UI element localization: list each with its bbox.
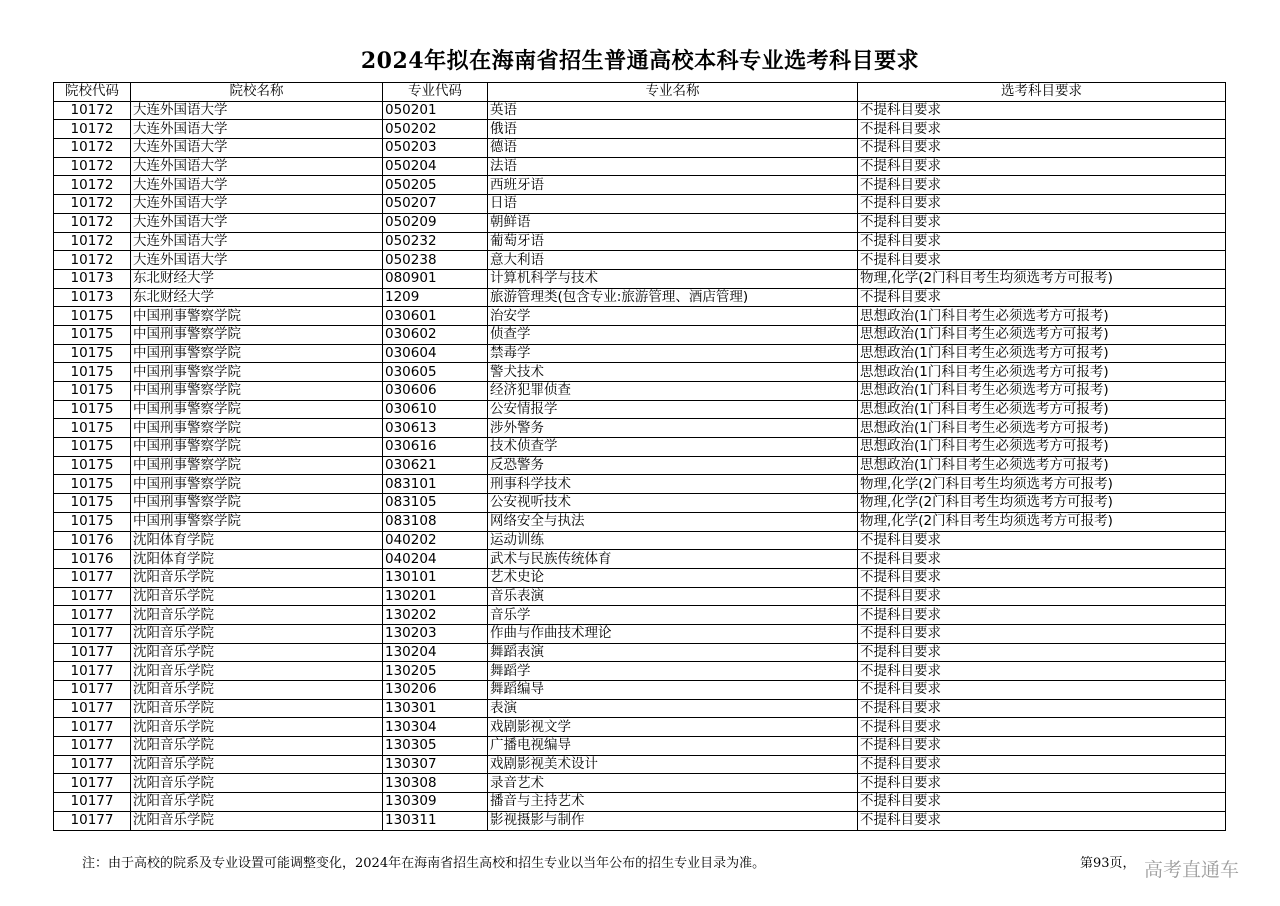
major-code-cell: 130205 <box>383 662 488 681</box>
school-name-cell: 中国刑事警察学院 <box>131 344 383 363</box>
school-name-cell: 大连外国语大学 <box>131 232 383 251</box>
table-row <box>54 139 1226 158</box>
major-code-cell: 130203 <box>383 624 488 643</box>
major-name-cell: 治安学 <box>488 307 858 326</box>
table-row <box>54 774 1226 793</box>
major-code-cell: 130309 <box>383 793 488 812</box>
major-code-cell: 083105 <box>383 494 488 513</box>
table-row <box>54 494 1226 513</box>
school-code-cell: 10176 <box>54 550 131 569</box>
school-name-cell: 中国刑事警察学院 <box>131 494 383 513</box>
table-row <box>54 456 1226 475</box>
school-code-cell: 10177 <box>54 587 131 606</box>
table-body <box>54 101 1226 830</box>
major-name-cell: 表演 <box>488 699 858 718</box>
major-name-cell: 英语 <box>488 101 858 120</box>
major-code-cell: 030604 <box>383 344 488 363</box>
table-header-row <box>54 83 1226 102</box>
table-row <box>54 587 1226 606</box>
table-row <box>54 288 1226 307</box>
watermark-logo: 高考直通车 <box>1144 859 1240 881</box>
major-code-cell: 083108 <box>383 512 488 531</box>
table-row <box>54 811 1226 830</box>
major-name-cell: 侦查学 <box>488 325 858 344</box>
table-row <box>54 307 1226 326</box>
major-code-cell: 040202 <box>383 531 488 550</box>
school-code-cell: 10177 <box>54 774 131 793</box>
requirement-cell: 物理,化学(2门科目考生均须选考方可报考) <box>858 494 1226 513</box>
requirement-cell: 不提科目要求 <box>858 531 1226 550</box>
requirement-cell: 不提科目要求 <box>858 101 1226 120</box>
school-name-cell: 沈阳音乐学院 <box>131 811 383 830</box>
major-name-cell: 武术与民族传统体育 <box>488 550 858 569</box>
table-row <box>54 475 1226 494</box>
table-row <box>54 325 1226 344</box>
major-code-cell: 130307 <box>383 755 488 774</box>
school-code-cell: 10175 <box>54 438 131 457</box>
major-name-cell: 戏剧影视美术设计 <box>488 755 858 774</box>
school-code-cell: 10172 <box>54 251 131 270</box>
school-name-cell: 沈阳体育学院 <box>131 550 383 569</box>
school-code-cell: 10172 <box>54 213 131 232</box>
major-name-cell: 意大利语 <box>488 251 858 270</box>
requirement-cell: 不提科目要求 <box>858 568 1226 587</box>
school-code-cell: 10177 <box>54 568 131 587</box>
table-row <box>54 438 1226 457</box>
table-row <box>54 793 1226 812</box>
major-code-cell: 030602 <box>383 325 488 344</box>
school-name-cell: 大连外国语大学 <box>131 139 383 158</box>
school-name-cell: 中国刑事警察学院 <box>131 475 383 494</box>
major-name-cell: 运动训练 <box>488 531 858 550</box>
table-row <box>54 269 1226 288</box>
school-code-cell: 10175 <box>54 494 131 513</box>
major-name-cell: 警犬技术 <box>488 363 858 382</box>
page-number: 第93页， <box>1080 856 1136 871</box>
major-code-cell: 050238 <box>383 251 488 270</box>
requirement-cell: 不提科目要求 <box>858 718 1226 737</box>
school-code-cell: 10177 <box>54 624 131 643</box>
table-row <box>54 737 1226 756</box>
school-name-cell: 中国刑事警察学院 <box>131 363 383 382</box>
requirement-cell: 不提科目要求 <box>858 811 1226 830</box>
table-row <box>54 568 1226 587</box>
school-name-cell: 沈阳体育学院 <box>131 531 383 550</box>
table-row <box>54 550 1226 569</box>
requirement-cell: 思想政治(1门科目考生必须选考方可报考) <box>858 400 1226 419</box>
major-name-cell: 公安情报学 <box>488 400 858 419</box>
school-code-cell: 10176 <box>54 531 131 550</box>
major-code-cell: 130304 <box>383 718 488 737</box>
school-code-cell: 10177 <box>54 662 131 681</box>
school-code-cell: 10175 <box>54 344 131 363</box>
requirement-cell: 不提科目要求 <box>858 195 1226 214</box>
school-name-cell: 大连外国语大学 <box>131 195 383 214</box>
requirement-cell: 不提科目要求 <box>858 737 1226 756</box>
school-code-cell: 10177 <box>54 643 131 662</box>
major-code-cell: 030613 <box>383 419 488 438</box>
requirement-cell: 思想政治(1门科目考生必须选考方可报考) <box>858 382 1226 401</box>
requirement-cell: 不提科目要求 <box>858 699 1226 718</box>
table-row <box>54 363 1226 382</box>
school-name-cell: 沈阳音乐学院 <box>131 793 383 812</box>
requirement-cell: 思想政治(1门科目考生必须选考方可报考) <box>858 363 1226 382</box>
major-code-cell: 130301 <box>383 699 488 718</box>
major-name-cell: 技术侦查学 <box>488 438 858 457</box>
requirement-cell: 物理,化学(2门科目考生均须选考方可报考) <box>858 475 1226 494</box>
school-name-cell: 大连外国语大学 <box>131 213 383 232</box>
major-code-cell: 050201 <box>383 101 488 120</box>
school-name-cell: 沈阳音乐学院 <box>131 662 383 681</box>
major-name-cell: 音乐学 <box>488 606 858 625</box>
requirement-cell: 思想政治(1门科目考生必须选考方可报考) <box>858 419 1226 438</box>
table-row <box>54 232 1226 251</box>
school-code-cell: 10177 <box>54 699 131 718</box>
table-row <box>54 512 1226 531</box>
requirement-cell: 不提科目要求 <box>858 755 1226 774</box>
school-code-cell: 10173 <box>54 269 131 288</box>
requirement-cell: 思想政治(1门科目考生必须选考方可报考) <box>858 456 1226 475</box>
school-code-cell: 10175 <box>54 307 131 326</box>
requirement-cell: 不提科目要求 <box>858 587 1226 606</box>
major-name-cell: 旅游管理类(包含专业:旅游管理、酒店管理) <box>488 288 858 307</box>
major-code-cell: 050204 <box>383 157 488 176</box>
school-name-cell: 大连外国语大学 <box>131 251 383 270</box>
table-row <box>54 120 1226 139</box>
requirement-cell: 不提科目要求 <box>858 120 1226 139</box>
requirement-cell: 思想政治(1门科目考生必须选考方可报考) <box>858 344 1226 363</box>
school-name-cell: 沈阳音乐学院 <box>131 606 383 625</box>
school-code-cell: 10175 <box>54 363 131 382</box>
table-row <box>54 662 1226 681</box>
table-row <box>54 157 1226 176</box>
major-code-cell: 030616 <box>383 438 488 457</box>
requirement-cell: 不提科目要求 <box>858 213 1226 232</box>
major-name-cell: 刑事科学技术 <box>488 475 858 494</box>
school-code-cell: 10172 <box>54 232 131 251</box>
table-row <box>54 176 1226 195</box>
school-name-cell: 沈阳音乐学院 <box>131 624 383 643</box>
school-name-cell: 中国刑事警察学院 <box>131 419 383 438</box>
major-name-cell: 朝鲜语 <box>488 213 858 232</box>
school-name-cell: 沈阳音乐学院 <box>131 587 383 606</box>
major-code-cell: 050203 <box>383 139 488 158</box>
table-row <box>54 213 1226 232</box>
table-row <box>54 101 1226 120</box>
school-name-cell: 大连外国语大学 <box>131 101 383 120</box>
school-name-cell: 东北财经大学 <box>131 288 383 307</box>
school-code-cell: 10172 <box>54 120 131 139</box>
table-row <box>54 624 1226 643</box>
school-code-cell: 10177 <box>54 811 131 830</box>
table-row <box>54 400 1226 419</box>
requirement-cell: 物理,化学(2门科目考生均须选考方可报考) <box>858 512 1226 531</box>
major-code-cell: 050202 <box>383 120 488 139</box>
school-code-cell: 10172 <box>54 176 131 195</box>
school-name-cell: 中国刑事警察学院 <box>131 438 383 457</box>
major-name-cell: 艺术史论 <box>488 568 858 587</box>
table-row <box>54 344 1226 363</box>
major-code-cell: 130101 <box>383 568 488 587</box>
requirement-cell: 不提科目要求 <box>858 139 1226 158</box>
requirement-cell: 不提科目要求 <box>858 550 1226 569</box>
table-row <box>54 382 1226 401</box>
major-name-cell: 日语 <box>488 195 858 214</box>
requirement-cell: 不提科目要求 <box>858 176 1226 195</box>
major-code-cell: 050205 <box>383 176 488 195</box>
school-code-cell: 10177 <box>54 737 131 756</box>
school-name-cell: 中国刑事警察学院 <box>131 382 383 401</box>
major-name-cell: 影视摄影与制作 <box>488 811 858 830</box>
major-name-cell: 播音与主持艺术 <box>488 793 858 812</box>
requirement-cell: 物理,化学(2门科目考生均须选考方可报考) <box>858 269 1226 288</box>
requirement-cell: 思想政治(1门科目考生必须选考方可报考) <box>858 438 1226 457</box>
major-name-cell: 西班牙语 <box>488 176 858 195</box>
school-name-cell: 东北财经大学 <box>131 269 383 288</box>
school-name-cell: 沈阳音乐学院 <box>131 737 383 756</box>
requirement-cell: 不提科目要求 <box>858 681 1226 700</box>
table-row <box>54 531 1226 550</box>
requirement-cell: 不提科目要求 <box>858 793 1226 812</box>
header-major-code: 专业代码 <box>383 83 488 102</box>
table-row <box>54 681 1226 700</box>
requirement-cell: 不提科目要求 <box>858 288 1226 307</box>
school-code-cell: 10173 <box>54 288 131 307</box>
table-row <box>54 251 1226 270</box>
major-name-cell: 戏剧影视文学 <box>488 718 858 737</box>
school-code-cell: 10172 <box>54 157 131 176</box>
school-name-cell: 中国刑事警察学院 <box>131 400 383 419</box>
school-code-cell: 10172 <box>54 195 131 214</box>
major-code-cell: 083101 <box>383 475 488 494</box>
major-code-cell: 030610 <box>383 400 488 419</box>
requirement-cell: 不提科目要求 <box>858 251 1226 270</box>
header-requirement: 选考科目要求 <box>858 83 1226 102</box>
major-name-cell: 葡萄牙语 <box>488 232 858 251</box>
table-row <box>54 419 1226 438</box>
major-name-cell: 经济犯罪侦查 <box>488 382 858 401</box>
major-name-cell: 俄语 <box>488 120 858 139</box>
school-code-cell: 10175 <box>54 400 131 419</box>
requirement-cell: 不提科目要求 <box>858 232 1226 251</box>
major-name-cell: 舞蹈学 <box>488 662 858 681</box>
major-name-cell: 反恐警务 <box>488 456 858 475</box>
school-name-cell: 中国刑事警察学院 <box>131 512 383 531</box>
document-title: 2024年拟在海南省招生普通高校本科专业选考科目要求 <box>360 48 920 74</box>
school-code-cell: 10177 <box>54 606 131 625</box>
school-code-cell: 10175 <box>54 456 131 475</box>
school-code-cell: 10175 <box>54 475 131 494</box>
header-school-name: 院校名称 <box>131 83 383 102</box>
school-name-cell: 大连外国语大学 <box>131 176 383 195</box>
school-name-cell: 大连外国语大学 <box>131 157 383 176</box>
school-name-cell: 沈阳音乐学院 <box>131 681 383 700</box>
major-code-cell: 050207 <box>383 195 488 214</box>
major-code-cell: 130206 <box>383 681 488 700</box>
school-name-cell: 中国刑事警察学院 <box>131 325 383 344</box>
major-code-cell: 030601 <box>383 307 488 326</box>
major-name-cell: 公安视听技术 <box>488 494 858 513</box>
school-code-cell: 10175 <box>54 325 131 344</box>
major-code-cell: 040204 <box>383 550 488 569</box>
table-row <box>54 643 1226 662</box>
major-name-cell: 广播电视编导 <box>488 737 858 756</box>
school-name-cell: 沈阳音乐学院 <box>131 699 383 718</box>
major-name-cell: 录音艺术 <box>488 774 858 793</box>
school-name-cell: 沈阳音乐学院 <box>131 774 383 793</box>
school-code-cell: 10175 <box>54 419 131 438</box>
major-name-cell: 禁毒学 <box>488 344 858 363</box>
major-name-cell: 音乐表演 <box>488 587 858 606</box>
requirement-cell: 不提科目要求 <box>858 606 1226 625</box>
table-row <box>54 718 1226 737</box>
school-name-cell: 大连外国语大学 <box>131 120 383 139</box>
school-code-cell: 10177 <box>54 755 131 774</box>
major-name-cell: 涉外警务 <box>488 419 858 438</box>
major-code-cell: 130305 <box>383 737 488 756</box>
major-code-cell: 030605 <box>383 363 488 382</box>
school-code-cell: 10172 <box>54 139 131 158</box>
table-row <box>54 755 1226 774</box>
major-code-cell: 1209 <box>383 288 488 307</box>
header-major-name: 专业名称 <box>488 83 858 102</box>
school-code-cell: 10175 <box>54 512 131 531</box>
requirements-table <box>53 82 1226 831</box>
school-name-cell: 中国刑事警察学院 <box>131 456 383 475</box>
footnote: 注：由于高校的院系及专业设置可能调整变化，2024年在海南省招生高校和招生专业以当年公布的招生专业目录为准。 <box>82 856 766 871</box>
major-code-cell: 050209 <box>383 213 488 232</box>
major-code-cell: 130311 <box>383 811 488 830</box>
major-code-cell: 130201 <box>383 587 488 606</box>
major-code-cell: 030621 <box>383 456 488 475</box>
major-code-cell: 130204 <box>383 643 488 662</box>
major-code-cell: 080901 <box>383 269 488 288</box>
table-row <box>54 699 1226 718</box>
school-code-cell: 10172 <box>54 101 131 120</box>
school-name-cell: 中国刑事警察学院 <box>131 307 383 326</box>
requirement-cell: 思想政治(1门科目考生必须选考方可报考) <box>858 307 1226 326</box>
school-code-cell: 10177 <box>54 793 131 812</box>
school-name-cell: 沈阳音乐学院 <box>131 643 383 662</box>
requirement-cell: 不提科目要求 <box>858 774 1226 793</box>
major-code-cell: 030606 <box>383 382 488 401</box>
requirement-cell: 不提科目要求 <box>858 157 1226 176</box>
school-code-cell: 10177 <box>54 681 131 700</box>
requirement-cell: 思想政治(1门科目考生必须选考方可报考) <box>858 325 1226 344</box>
major-code-cell: 050232 <box>383 232 488 251</box>
major-name-cell: 网络安全与执法 <box>488 512 858 531</box>
school-code-cell: 10175 <box>54 382 131 401</box>
school-name-cell: 沈阳音乐学院 <box>131 568 383 587</box>
requirement-cell: 不提科目要求 <box>858 624 1226 643</box>
requirement-cell: 不提科目要求 <box>858 643 1226 662</box>
table-row <box>54 195 1226 214</box>
major-name-cell: 舞蹈表演 <box>488 643 858 662</box>
school-name-cell: 沈阳音乐学院 <box>131 718 383 737</box>
major-code-cell: 130202 <box>383 606 488 625</box>
table-row <box>54 606 1226 625</box>
requirement-cell: 不提科目要求 <box>858 662 1226 681</box>
school-code-cell: 10177 <box>54 718 131 737</box>
major-name-cell: 舞蹈编导 <box>488 681 858 700</box>
school-name-cell: 沈阳音乐学院 <box>131 755 383 774</box>
major-code-cell: 130308 <box>383 774 488 793</box>
major-name-cell: 作曲与作曲技术理论 <box>488 624 858 643</box>
major-name-cell: 德语 <box>488 139 858 158</box>
header-school-code: 院校代码 <box>54 83 131 102</box>
major-name-cell: 法语 <box>488 157 858 176</box>
major-name-cell: 计算机科学与技术 <box>488 269 858 288</box>
